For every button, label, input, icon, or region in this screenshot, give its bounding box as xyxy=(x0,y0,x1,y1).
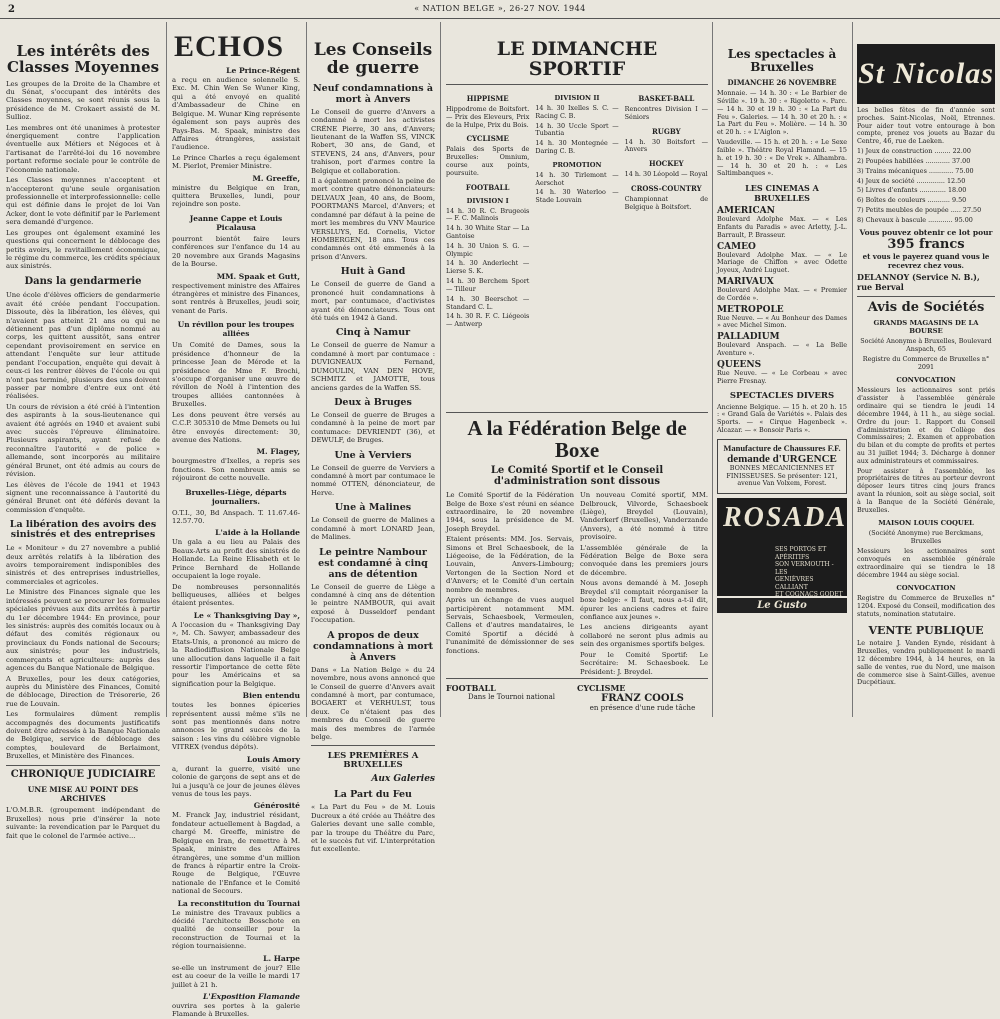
paragraph: Le ministre des Travaux publics a décidé l'architecte Bosschote en qualité de conseiller pour la reconstruction de Tournai et la région tournaisienne. xyxy=(172,908,300,951)
listing: 14 h. 30 Boitsfort — Anvers xyxy=(624,137,708,154)
paragraph: Un nouveau Comité sportif, MM. Delbrouck, Vilvorde, Schaesboek (Liège), Breydel (Louvain), Vanderkerf (Bruxelles), Vanderzande (Anvers), a été nommé à titre provisoire. xyxy=(580,491,708,542)
paragraph: Le Conseil de guerre de Gand a prononcé huit condamnations à mort, par contumace, d'activistes ayant été dénonciateurs. Tous ont été tués en 1942 à Gand. xyxy=(311,280,435,322)
list-item: 4) Jeux de société .............. 12.50 xyxy=(857,176,966,185)
sports-column xyxy=(625,89,708,331)
listing: Boulevard Anspach. — « La Belle Aventure ». xyxy=(717,341,847,358)
paragraph: Messieurs les actionnaires sont convoqués en assemblée générale extraordinaire qui se tiendra le 18 décembre 1944 au siège social. xyxy=(857,547,995,579)
paragraph: Les membres ont été unanimes à protester énergiquement contre l'application éventuelle aux Métiers et Négoces et à l'artisanat de l'arrêté-loi du 16 novembre portant reforme sociale pour le contrôle de l'économie nationale. xyxy=(6,123,160,174)
match: 14 h. 30 Waterloo — Stade Louvain xyxy=(535,188,619,205)
divider xyxy=(857,296,995,297)
sports-column xyxy=(446,89,529,331)
article-title: Une à Verviers xyxy=(334,449,412,461)
column-separator xyxy=(440,22,441,717)
column-separator xyxy=(852,22,853,717)
listing: Championnat de Belgique à Boitsfort. xyxy=(624,194,708,211)
paragraph: Le Conseil de guerre de Liège a condamné à cinq ans de détention le peintre NAMBOUR, qui avait exposé à Dusseldorf pendant l'occupation. xyxy=(311,582,435,625)
paragraph: M. Franck Jay, industriel résidant, fondateur actuellement à Bagdad, a chargé M. Greeffe, ministre de Belgique en Iran, de remettre à M. Spaak, ministre des Affaires étrangères, une somme d'un million de francs à répartir entre la Croix-Rouge de Belgique, l'Œuvre nationale de l'Enfance et le Comité national de Secours. xyxy=(172,811,300,896)
advertiser-name: DELANNOY (Service N. B.), rue Berval xyxy=(857,271,980,292)
date-line: DIMANCHE 26 NOVEMBRE xyxy=(727,78,837,88)
match: 14 h. 30 Ixelles S. C. — Racing C. B. xyxy=(535,103,619,120)
sport-title: CYCLISME xyxy=(466,134,509,144)
paragraph: ouvrira ses portes à la galerie Flamande à Bruxelles. xyxy=(172,1002,300,1019)
company-name: GRANDS MAGASINS DE LA BOURSE xyxy=(873,319,979,336)
cinema-name: METROPOLE xyxy=(717,304,784,315)
ad-line: SES PORTOS ET APÉRITIFS xyxy=(775,546,827,561)
paragraph: De nombreuses personnalités belliqueuses, alliées et belges étaient présentes. xyxy=(172,582,300,608)
echo-title: L'aide à la Hollande xyxy=(215,528,300,538)
article-title: Neuf condamnations à mort à Anvers xyxy=(312,82,434,105)
paragraph: Le notaire J. Vanden Eynde, résidant à Bruxelles, vendra publiquement le mardi 12 décembre 1944, à 14 heures, en la salle de ventes, rue du Nord, une maison de commerce sise à Saint-Gilles, avenue Ducpétiaux. xyxy=(857,639,995,687)
company-address: Société Anonyme à Bruxelles, Boulevard Anspach, 65 xyxy=(860,337,992,354)
column-separator xyxy=(306,22,307,717)
article-column xyxy=(580,491,708,678)
list-item: 1) Jeux de construction ........ 22.00 xyxy=(857,147,971,156)
section-title: CYCLISME xyxy=(577,683,626,693)
match: 14 h. 30 R. F. C. Liégeois — Antwerp xyxy=(446,312,530,329)
subsection-title: Aux Galeries xyxy=(371,774,435,785)
echo-title: L. Harpe xyxy=(263,953,300,963)
ad-chaussures xyxy=(717,439,847,494)
listing: Boulevard Adolphe Max. — « Les Enfants du Paradis » avec Arletty, J.-L. Barrault, P. Brasseur. xyxy=(717,215,847,239)
paragraph: toutes les bonnes épiceries représentent aussi même s'ils ne sont pas mentionnés dans notre annonces le grand succès de la saison : les vins du célèbre vignoble VITREX (vendus dépôts). xyxy=(172,701,300,752)
match: 14 h. 30 Tirlemont — Aerschot xyxy=(535,170,619,187)
paragraph: Les groupes de la Droite de la Chambre et du Sénat, s'occupant des intérêts des Classes moyennes, se sont réunis sous la présidence de M. Crokaert assisté de M. Sullioz. xyxy=(6,79,160,122)
paragraph: Le « Moniteur » du 27 novembre a publié deux arrêtés relatifs à la libération des avoirs temporairement indisponibles des sinistrés et des entreprises industrielles, commerciales et agricoles. xyxy=(6,544,160,586)
echo-title: La reconstitution du Tournai xyxy=(177,898,300,908)
cyclisme-teaser xyxy=(577,683,708,712)
paragraph: pourront bientôt faire leurs conférences sur l'enfance du 14 au 20 novembre aux Grands Magasins de la Bourse. xyxy=(172,234,300,269)
paragraph: Nous avons demandé à M. Joseph Breydel s'il comptait réorganiser la boxe belge: « Il faut, nous a-t-il dit, épurer les anciens cadres et faire confiance aux jeunes ». xyxy=(580,579,708,621)
football-teaser xyxy=(446,683,577,712)
echo-title: Bien entendu xyxy=(242,691,300,701)
paragraph: Le Comité Sportif de la Fédération Belge de Boxe s'est réuni en séance extraordinaire, le 20 novembre 1944, sous la présidence de M. Joseph Breydel. xyxy=(446,491,574,533)
ad-line: ET COGNACS GODET xyxy=(775,591,843,599)
divider xyxy=(311,745,435,746)
column-classes-moyennes xyxy=(6,22,160,840)
ad-rosada xyxy=(717,498,848,599)
sports-listings xyxy=(446,89,708,331)
cinema-name: PALLADIUM xyxy=(717,332,780,343)
listing: Rue Neuve. — « Au Bonheur des Dames » avec Michel Simon. xyxy=(717,313,847,330)
ad-st-nicolas-logo: St Nicolas xyxy=(857,44,995,104)
section-title: Avis de Sociétés xyxy=(867,299,985,315)
listing: Boulevard Adolphe Max. — « Le Mariage de Chiffon » avec Odette Joyeux, André Luguet. xyxy=(717,250,847,275)
masthead-rule xyxy=(0,18,1000,19)
article-federation-boxe xyxy=(446,412,708,717)
paragraph: ministre du Belgique en Iran, quittera Bruxelles, lundi, pour rejoindre son poste. xyxy=(172,183,300,209)
page-number: 2 xyxy=(8,4,15,15)
section-title: FOOTBALL xyxy=(446,683,496,693)
paragraph: Les dons peuvent être versés au C.C.P. 305310 de Mme Demets ou lui être envoyés directement: 30, avenue des Nations. xyxy=(172,410,300,444)
sport-title: BASKET-BALL xyxy=(638,93,695,103)
offer-price: 395 francs xyxy=(887,236,965,252)
paragraph: Le Conseil de guerre d'Anvers a condamné à mort les activistes CRÉNE Pierre, 30 ans, d'Anvers; lieutenant de la Waffen SS, VINCK Robert, 30 ans, de Gand, et STEVENS, 24 ans, d'Anvers, pour trahison, port d'armes contre la Belgique et collaboration. xyxy=(311,107,435,175)
paragraph: a, durant la guerre, visité une colonie de garçons de sept ans et de lui a jusqu'à ce jour de jeunes élèves venus de tous les pays. xyxy=(172,764,300,798)
match: 14 h. 30 Union S. G. — Olympic xyxy=(446,241,530,258)
echo-title: L'Exposition Flamande xyxy=(203,992,300,1002)
echo-title: Le « Thanksgiving Day », xyxy=(193,610,300,620)
paragraph: Le Conseil de guerre de Malines a condamné à mort LONARD Jean, de Malines. xyxy=(311,516,435,542)
listing: Palais des Sports de Bruxelles: Omnium, course aux points, poursuite. xyxy=(446,145,530,177)
article-title: La Part du Feu xyxy=(334,789,412,801)
column-spectacles xyxy=(717,22,847,717)
paragraph: Messieurs les actionnaires sont priés d'assister à l'assemblée générale ordinaire qui se tiendra le jeudi 14 décembre 1944, à 11 h., au siège social. Ordre du jour: 1. Rapport du Conseil d'administration et du Collège des Commissaires; 2. Examen et approbation du bilan et du compte de profits et pertes au 31 juillet 1944; 3. Décharge à donner aux administrateurs et commissaires. xyxy=(857,386,995,465)
paragraph: O.T.I., 30, Bd Anspach. T. 11.67.46-12.57.70. xyxy=(172,508,300,526)
listing: Hippodrome de Boitsfort. — Prix des Eleveurs, Prix de la Hulpe, Prix du Bois. xyxy=(446,104,530,129)
sport-title: RUGBY xyxy=(651,126,681,136)
article-column xyxy=(446,491,574,678)
article-title: Les intérêts des Classes Moyennes xyxy=(6,42,160,76)
match: 14 h. 30 White Star — La Gantoise xyxy=(446,224,530,240)
echo-title: MM. Spaak et Gutt, xyxy=(216,271,300,281)
echo-title: Jeanne Cappe et Louis Picalausa xyxy=(189,213,283,232)
cinema-name: QUEENS xyxy=(717,359,762,370)
column-avis-societes xyxy=(857,22,995,717)
offer-line: Vous pouvez obtenir ce lot pour xyxy=(859,227,993,237)
paragraph: Le Conseil de guerre de Bruges a condamné à la peine de mort par contumace: DEVRIENDT (36), et DEWULF, de Bruges. xyxy=(311,410,435,445)
brand-logo: ROSADA xyxy=(723,502,848,534)
paragraph: Dans « La Nation Belge » du 24 novembre, nous avons annoncé que le Conseil de guerre d'Anvers avait condamné à mort, par contumace, BOGAERT et VERHULST, tous deux. Ce n'étaient pas des membres du Conseil de guerre mais des membres de l'armée belge. xyxy=(311,665,435,742)
echo-title: Générosité xyxy=(253,801,300,811)
paragraph: Un gala a eu lieu au Palais des Beaux-Arts au profit des sinistrés de Hollande. La Reine Elisabeth et le Prince Bernhard de Hollande occupaient la loge royale. xyxy=(172,538,300,581)
paragraph: Pour assister à l'assemblée, les propriétaires de titres au porteur devront déposer leurs titres cinq jours francs avant la réunion, soit au siège social, soit à la Banque de la Société Générale, Bruxelles. xyxy=(857,466,995,514)
echo-title: Le Prince-Régent xyxy=(226,66,300,75)
article-title: La libération des avoirs des sinistrés et des entreprises xyxy=(9,519,157,541)
column-separator xyxy=(166,22,167,717)
masthead-line: « NATION BELGE », 26-27 NOV. 1944 xyxy=(414,4,586,13)
section-title: CHRONIQUE JUDICIAIRE xyxy=(10,768,156,780)
paragraph: Le Prince Charles a reçu également M. Pierlot, Premier Ministre. xyxy=(172,153,300,171)
paragraph: A l'occasion du « Thanksgiving Day », M. Ch. Sawyer, ambassadeur des Etats-Unis, a prononcé au micro de la Radiodiffusion Nationale Belge une allocution dans laquelle il a fait ressortir l'importance de cette fête pour les Américains et sa signification pour la Belgique. xyxy=(172,620,300,688)
paragraph: Registre du Commerce de Bruxelles n° 1204. Exposé du Conseil, modification des statuts, nomination statutaire. xyxy=(857,594,995,618)
article-title: UNE MISE AU POINT DES ARCHIVES xyxy=(27,785,139,804)
listing: Rue Neuve. — « Le Corbeau » avec Pierre Fresnay. xyxy=(717,368,847,385)
column-conseils-de-guerre xyxy=(311,22,435,854)
column-echos xyxy=(172,22,300,1019)
section-title: LE DIMANCHE SPORTIF xyxy=(496,38,658,80)
section-title: LES PREMIÈRES A BRUXELLES xyxy=(327,751,419,771)
divider xyxy=(446,412,708,413)
paragraph: « La Part du Feu » de M. Louis Ducreux a été créée au Théâtre des Galeries devant une salle comble, par la troupe du Théâtre du Parc, et le succès fut vif. L'interprétation fut excellente. xyxy=(311,803,435,854)
match: 14 h. 30 Anderlecht — Lierse S. K. xyxy=(446,259,530,276)
list-item: 5) Livres d'enfants ............. 18.00 xyxy=(857,186,967,195)
paragraph: L'assemblée générale de la Fédération Belge de Boxe sera convoquée dans les premiers jours de décembre. xyxy=(580,543,708,577)
list-item: 6) Boîtes de couleurs ........... 9.50 xyxy=(857,196,967,205)
article-title: Le peintre Nambour est condamné à cinq ans de détention xyxy=(318,546,428,580)
cinema-name: AMERICAN xyxy=(717,206,775,217)
footer-columns xyxy=(446,683,708,712)
ad-bottom-banner: Le Gusto xyxy=(717,598,847,613)
match: 14 h. 30 Montegnée — Daring C. B. xyxy=(535,139,619,155)
notice-title: CONVOCATION xyxy=(896,376,956,385)
match: 14 h. 30 Berchem Sport — Tilleur xyxy=(446,277,530,293)
echo-title: Un révillon pour les troupes alliées xyxy=(177,320,295,339)
listing: Vaudeville. — 15 h. et 20 h. : « Le Sexe faible ». Théâtre Royal Flamand. — 15 h. et 19 h. 30 : « De Vrek ». Alhambra. — 14 h. 30 et 20 h. : « Les Saltimbanques ». xyxy=(717,138,847,178)
paragraph: A Bruxelles, pour les deux catégories, auprès du Ministère des Finances, Comité de déblocage, Direction de Trésorerie, 26 rue de Louvain. xyxy=(6,674,160,708)
article-title: Huit à Gand xyxy=(340,266,406,278)
listing: 14 h. 30 Léopold — Royal xyxy=(624,170,708,179)
paragraph: Il a également prononcé la peine de mort contre quatre dénonciateurs: DELVAUX Jean, 40 ans, de Boom, POORTMANS Marcel, d'Anvers; et condamné par défaut à la peine de mort les membres du VNV Maurice VERSLUYS, Ed. Cornelis, Victor HOMBERGEN, 18 ans. Tous ces condamnés ont été emmenés à la prison d'Anvers. xyxy=(311,177,435,261)
paragraph: Le Conseil de guerre de Verviers a condamné à mort par contumace le nommé OTTEN, dénonciateur, de Herve. xyxy=(311,463,435,497)
article-title: A la Fédération Belge de Boxe xyxy=(467,416,687,463)
section-title: ECHOS xyxy=(174,30,285,63)
division-title: DIVISION I xyxy=(466,196,509,205)
article-title: Deux à Bruges xyxy=(334,396,412,408)
match: 14 h. 30 Beerschot — Standard C. L. xyxy=(446,294,530,311)
listing: Rencontres Division I — Séniors xyxy=(624,104,708,121)
paragraph: respectivement ministre des Affaires étrangères et ministre des Finances, sont rentrés à Bruxelles, jeudi soir, venant de Paris. xyxy=(172,281,300,315)
article-title: Dans la gendarmerie xyxy=(24,275,142,287)
paragraph: bourgmestre d'Ixelles, a repris ses fonctions. Son nombreux amis se réjouiront de cette nouvelle. xyxy=(172,457,300,483)
cinema-name: CAMEO xyxy=(717,241,756,252)
ad-title: Manufacture de Chaussures F.F. xyxy=(723,442,841,453)
sport-title: FOOTBALL xyxy=(465,182,510,192)
listing: Monnaie. — 14 h. 30 : « Le Barbier de Séville ». 19 h. 30 : « Rigoletto ». Parc. — 14 h. 30 et 19 h. 30 : « La Part du Feu ». Galeries. — 14 h. 30 et 20 h. : « La Part du Feu ». Molière. — 14 h. 30 et 20 h. : « L'Aiglon ». xyxy=(717,89,847,137)
paragraph: Etaient présents: MM. Jos. Servais, Simons et Brel Schaesboek, de la Liégeoise, de la Fédération, de la Louvain, Anvers-Limbourg; Vertongen de la Section Nord et d'Anvers; et le Comité d'un certain nombre de membres. xyxy=(446,535,574,594)
ad-lines xyxy=(775,546,847,599)
list-item: 7) Petits meubles de poupée ..... 27.50 xyxy=(857,205,982,214)
ad-line: SON VERMOUTH - LES xyxy=(775,561,834,576)
paragraph: Les belles fêtes de fin d'année sont proches. Saint-Nicolas, Noël, Etrennes. Pour aider tout votre entourage à bon compte, prenez vos jouets au Bazar du Centre, 46, rue de Laeken. xyxy=(857,106,995,146)
division-title: PROMOTION xyxy=(552,160,602,169)
article-title: Cinq à Namur xyxy=(335,327,411,339)
column-dimanche-sportif xyxy=(446,22,708,422)
company-name: MAISON LOUIS COQUEL xyxy=(878,519,974,528)
article-title: Une à Malines xyxy=(334,502,412,514)
teaser-text: Dans le Tournoi national xyxy=(468,693,555,701)
list-item: 3) Trains mécaniques ............ 75.00 xyxy=(857,166,974,175)
echo-title: Bruxelles-Liège, départs journaliers. xyxy=(185,487,287,506)
listing: Boulevard Adolphe Max. — « Premier de Cordée ». xyxy=(717,286,847,302)
article-title: A propos de deux condamnations à mort à Anvers xyxy=(312,629,434,663)
sport-title: CROSS-COUNTRY xyxy=(631,183,702,193)
article-body xyxy=(446,491,708,678)
ad-text: BONNES MÉCANICIENNES ET FINISSEUSES. Se présenter: 121, avenue Van Volxem, Forest. xyxy=(726,463,838,488)
article-subtitle: Le Comité Sportif et le Conseil d'administration sont dissous xyxy=(490,465,664,488)
section-title: Les Conseils de guerre xyxy=(313,40,433,78)
paragraph: Après un échange de vues auquel participèrent notamment MM. Servais, Schaesboek, Vermeulen, Callens et d'autres mandataires, le Comité Sportif a décidé à l'unanimité de démissionner de ses fonctions. xyxy=(446,596,574,655)
paragraph: Le Conseil de guerre de Namur a condamné à mort par contumace : DUVIGNEAUX Fernand, DUMOULIN, VAN DEN HOVE, SCHMITZ et JAMOTTE, tous anciens gardes de la Waffen SS. xyxy=(311,341,435,392)
paragraph: Le Ministre des Finances signale que les intéressés peuvent se procurer les formules spéciales prévues aux dits arrêtés à partir du 1er décembre 1944: En province, pour les sinistrés: auprès des comités locaux ou à défaut des comités régionaux ou provinciaux du Fonds national de Secours; aux sinistrés; pour les industriels, commerçants et agriculteurs: auprès des agences du Banque Nationale de Belgique. xyxy=(6,588,160,673)
list-item: 8) Chevaux à bascule ............ 95.00 xyxy=(857,215,973,224)
sports-column xyxy=(535,89,618,331)
echo-title: M. Flagey, xyxy=(256,447,300,457)
match: 14 h. 30 Uccle Sport — Tubantia xyxy=(535,121,619,138)
company-register: Registre du Commerce de Bruxelles n° 2091 xyxy=(862,354,990,371)
paragraph: Un Comité de Dames, sous la présidence d'honneur de la princesse Jean de Mérode et la présidence de Mme F. Brochi, s'occupe d'organiser une œuvre de révillon de Noël à l'intention des troupes alliées cantonnées à Bruxelles. xyxy=(172,341,300,409)
divider xyxy=(446,678,708,679)
company-address: (Société Anonyme) rue Berckmans, Bruxelles xyxy=(868,529,984,546)
paragraph: se-elle un instrument de jour? Elle est au coeur de la veille le mardi 17 juillet à 21 h. xyxy=(172,963,300,989)
notice-title: CONVOCATION xyxy=(896,584,956,593)
teaser-text: en présence d'une rude tâche xyxy=(589,704,696,712)
section-title: SPECTACLES DIVERS xyxy=(729,390,835,401)
sport-title: HIPPISME xyxy=(466,93,509,103)
offer-line: et vous le payerez quand vous le recevrez chez vous. xyxy=(862,251,990,270)
paragraph: a reçu en audience solennelle S. Exc. M. Chin Wen Se Wuner King, qui a été envoyé en qualité d'Ambassadeur de Chine en Belgique. M. Wunar King représente également son pays auprès des Pays-Bas. M. Spaak, ministre des Affaires étrangères, assistait l'audience. xyxy=(172,76,300,152)
paragraph: Les anciens dirigeants ayant collaboré ne seront plus admis au sein des organismes sportifs belges. xyxy=(580,623,708,649)
divider xyxy=(6,765,160,766)
column-separator xyxy=(712,22,713,717)
division-title: DIVISION II xyxy=(554,93,600,102)
masthead xyxy=(0,0,1000,22)
section-title: Les spectacles à Bruxelles xyxy=(727,47,837,74)
ad-line: GENIÈVRES CALLIANT xyxy=(775,576,814,591)
section-title: VENTE PUBLIQUE xyxy=(868,623,984,637)
section-title: LES CINEMAS A BRUXELLES xyxy=(745,183,819,204)
paragraph: Les élèves de l'école de 1941 et 1943 signent une reconnaissance à l'autorité du général Brunet ont été déférés devant la commission d'enquête. xyxy=(6,480,160,514)
paragraph: Les Classes moyennes n'acceptent et n'accepteront qu'une seule organisation professionnelle et interprofessionnelle: celle qui est définie dans le projet de loi Van Acker, dont le vote définitif par le Parlement sera demandé d'urgence. xyxy=(6,176,160,227)
match: 14 h. 30 R. C. Brugeois — F. C. Malinois xyxy=(446,206,530,223)
listing: Ancienne Belgique. — 15 h. et 20 h. 15 : « Grand Gala de Variétés ». Palais des Sports. — « Cirque Hagenbeck ». Alcazar. — « Bonsoir Paris ». xyxy=(717,402,847,434)
cinema-name: MARIVAUX xyxy=(717,277,774,287)
paragraph: Un cours de révision a été créé à l'intention des aspirants à la sous-lieutenance qui avaient été agréés en 1940 et avaient subi avec succès l'épreuve éliminatoire. Plusieurs aspirants, ayant refusé de reconnaître l'autorité « de police » allemande, sont incorporés au militaire général Brunet, ont été admis au cours de révision. xyxy=(6,402,160,479)
footer-strip xyxy=(446,674,708,712)
echo-title: M. Greeffe, xyxy=(252,173,300,183)
paragraph: Une école d'élèves officiers de gendarmerie avait été créée pendant l'occupation. Dissoute, dès la libération, les élèves, qui n'avaient pas atteint 21 ans ou qui ne détiennent pas d'un diplôme nommé au corps, les quittent aussitôt, sans entrer cependant provisoirement en service en attendant l'enquête sur leur attitude pendant l'occupation, enquête qui devait à ceux-ci les rentrer élèves de l'école ou qui n'ont pas terminé, plusieurs des uns doivent passer par nombre d'entre eux ont été réalisées. xyxy=(6,291,160,401)
ad-headline: demande d'URGENCE xyxy=(727,452,837,465)
echo-title: Louis Amory xyxy=(246,754,300,764)
teaser-title: FRANZ COOLS xyxy=(601,693,684,704)
paragraph: Pour le Comité Sportif: Le Secrétaire: M. Schaesboek. Le Président: J. Breydel. xyxy=(580,650,708,676)
paragraph: Les formulaires dûment remplis accompagnés des documents justificatifs doivent être adressés à la Banque Nationale de Belgique, service de déblocage des comptes, boulevard de Berlaimont, Bruxelles, et Ministère des Finances. xyxy=(6,710,160,761)
divider xyxy=(446,84,708,85)
paragraph: L'O.M.B.R. (groupement indépendant de Bruxelles) nous prie d'insérer la note suivante: la revendication par le Parquet du fait que le colonel de l'armée active... xyxy=(6,806,160,840)
paragraph: Les groupes ont également examiné les questions qui concernent le déblocage des petits avoirs, le ravitaillement économique, le régime du commerce, les crédits spéciaux aux sinistrés. xyxy=(6,228,160,271)
list-item: 2) Poupées habillées ............ 37.00 xyxy=(857,156,971,165)
sport-title: HOCKEY xyxy=(648,159,684,169)
